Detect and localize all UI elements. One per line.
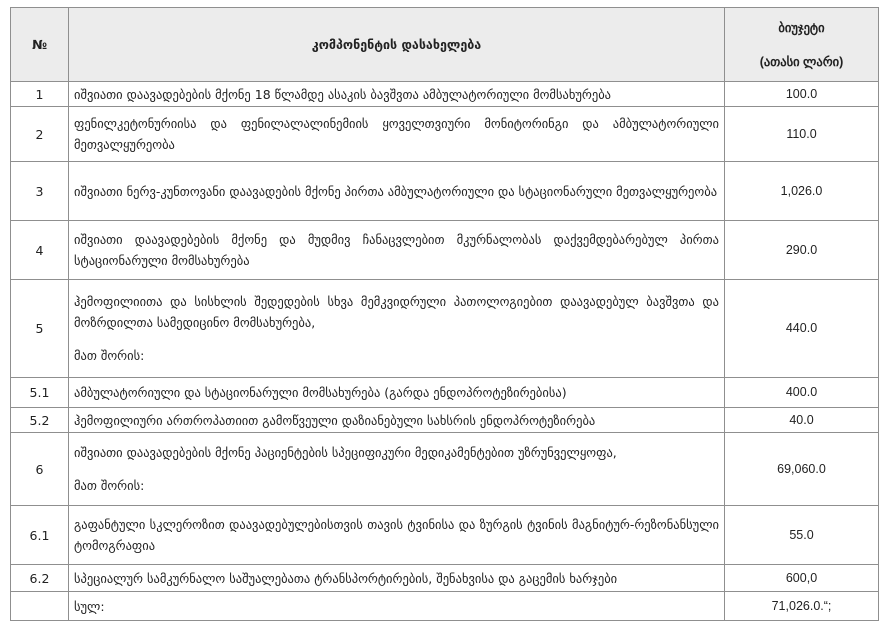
row-budget: 1,026.0 xyxy=(725,162,879,221)
row-description: ამბულატორიული და სტაციონარული მომსახურება (გარდა ენდოპროტეზირებისა) xyxy=(69,378,725,408)
row-number: 5.1 xyxy=(11,378,69,408)
row-budget: 55.0 xyxy=(725,506,879,565)
table-row xyxy=(11,408,879,433)
row-description-sub: მათ შორის: xyxy=(74,478,145,493)
row-number: 4 xyxy=(11,221,69,280)
total-number-cell xyxy=(11,592,69,621)
row-description xyxy=(69,280,725,378)
row-description-sub: მათ შორის: xyxy=(74,348,145,363)
row-number: 5 xyxy=(11,280,69,378)
table-row xyxy=(11,506,879,565)
row-description: ფენილკეტონურიისა და ფენილალალინემიის ყოველთვიური მონიტორინგი და ამბულატორიული მეთვალყურეობა xyxy=(69,107,725,162)
header-description: კომპონენტის დასახელება xyxy=(69,8,725,82)
table-row xyxy=(11,433,879,506)
row-budget: 40.0 xyxy=(725,408,879,433)
row-description-text: იშვიათი დაავადებების მქონე პაციენტების სპეციფიკური მედიკამენტებით უზრუნველყოფა, xyxy=(74,445,617,460)
row-description: გაფანტული სკლეროზით დაავადებულებისთვის თავის ტვინისა და ზურგის ტვინის მაგნიტურ-რეზონანსული ტომოგრაფია xyxy=(69,506,725,565)
budget-table xyxy=(10,7,879,621)
row-budget: 69,060.0 xyxy=(725,433,879,506)
row-number: 6 xyxy=(11,433,69,506)
header-budget xyxy=(725,8,879,82)
row-description-text: ჰემოფილიითა და სისხლის შედედების სხვა მემკვიდრული პათოლოგიებით დაავადებულ ბავშვთა და მოზრდილთა სამედიცინო მომსახურება, xyxy=(74,294,719,330)
row-budget: 440.0 xyxy=(725,280,879,378)
row-description xyxy=(69,433,725,506)
table-row xyxy=(11,378,879,408)
row-number: 2 xyxy=(11,107,69,162)
table-row xyxy=(11,565,879,592)
table-row xyxy=(11,280,879,378)
header-budget-line1: ბიუჯეტი xyxy=(778,20,825,35)
table-row xyxy=(11,82,879,107)
table-row xyxy=(11,221,879,280)
row-number: 6.1 xyxy=(11,506,69,565)
total-label: სულ: xyxy=(69,592,725,621)
row-description: სპეციალურ სამკურნალო საშუალებათა ტრანსპორტირების, შენახვისა და გაცემის ხარჯები xyxy=(69,565,725,592)
row-budget: 290.0 xyxy=(725,221,879,280)
row-budget: 110.0 xyxy=(725,107,879,162)
row-description: იშვიათი ნერვ-კუნთოვანი დაავადების მქონე პირთა ამბულატორიული და სტაციონარული მეთვალყურეობა xyxy=(69,162,725,221)
table-row xyxy=(11,162,879,221)
total-row xyxy=(11,592,879,621)
total-value: 71,026.0.“; xyxy=(725,592,879,621)
row-budget: 100.0 xyxy=(725,82,879,107)
row-budget: 600,0 xyxy=(725,565,879,592)
row-number: 1 xyxy=(11,82,69,107)
row-description: ჰემოფილიური ართროპათიით გამოწვეული დაზიანებული სახსრის ენდოპროტეზირება xyxy=(69,408,725,433)
row-description: იშვიათი დაავადებების მქონე და მუდმივ ჩანაცვლებით მკურნალობას დაქვემდებარებულ პირთა სტაციონარული მომსახურება xyxy=(69,221,725,280)
header-budget-line2: (ათასი ლარი) xyxy=(759,54,844,69)
row-number: 5.2 xyxy=(11,408,69,433)
row-number: 3 xyxy=(11,162,69,221)
table-header-row xyxy=(11,8,879,82)
table-row xyxy=(11,107,879,162)
header-number: № xyxy=(11,8,69,82)
row-number: 6.2 xyxy=(11,565,69,592)
row-description: იშვიათი დაავადებების მქონე 18 წლამდე ასაკის ბავშვთა ამბულატორიული მომსახურება xyxy=(69,82,725,107)
row-budget: 400.0 xyxy=(725,378,879,408)
